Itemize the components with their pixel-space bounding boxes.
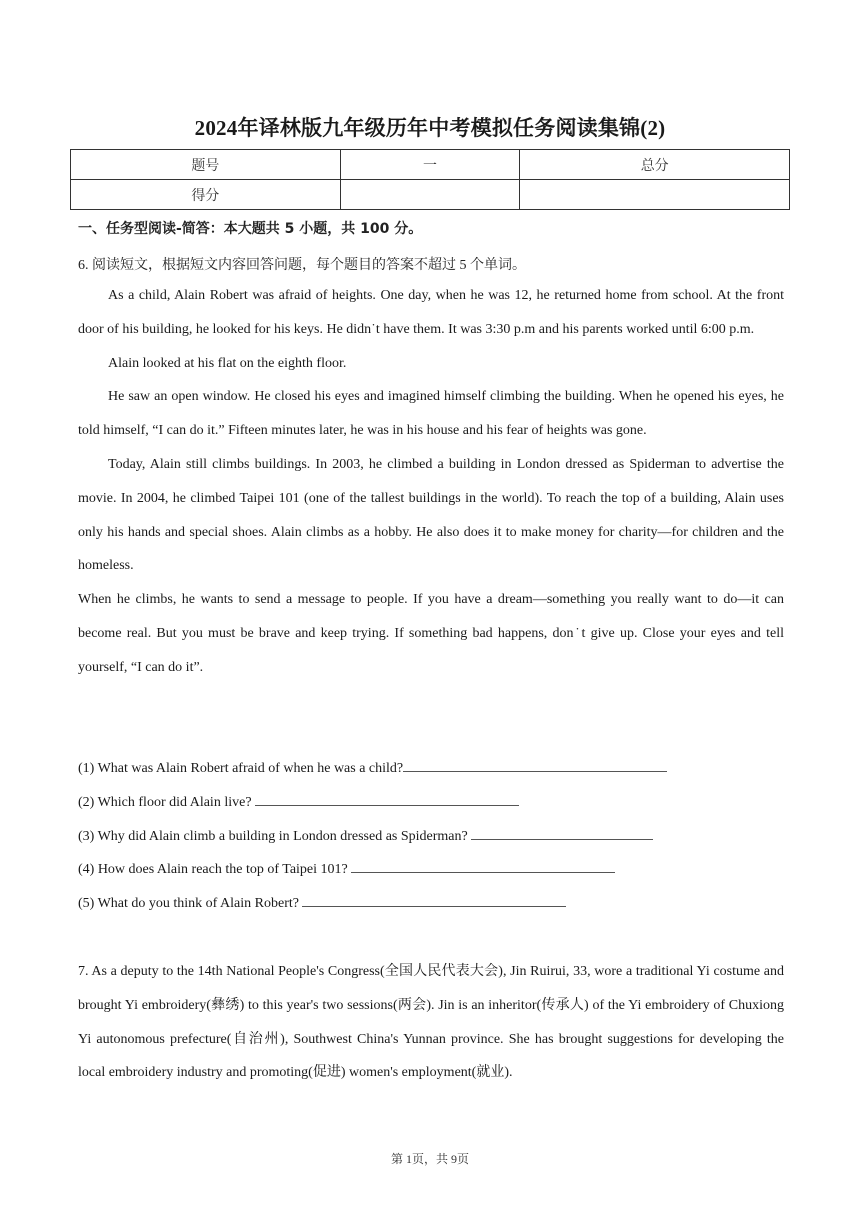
question-text: (1) What was Alain Robert afraid of when he was a child?: [78, 761, 404, 776]
answer-blank[interactable]: [255, 793, 519, 806]
q7-passage: 7. As a deputy to the 14th National People's Congress(全国人民代表大会), Jin Ruirui, 33, wore a traditional Yi costume and brought Yi embroidery(彝绣) to this year's two sessions(两会). Jin is an inheritor(传承人) of the Yi embroidery of Chuxiong Yi autonomous prefecture(自治州), Southwest China's Yunnan province. She has brought suggestions for developing the local embroidery industry and promoting(促进) women's employment(就业).: [78, 964, 784, 1081]
score-cell: [340, 180, 520, 210]
question-line: [78, 887, 667, 921]
score-table-header-row: [71, 150, 790, 180]
score-row-label: 得分: [71, 180, 341, 210]
section-heading: 一、任务型阅读-简答：本大题共 5 小题，共 100 分。: [78, 221, 423, 237]
question-line: [78, 853, 667, 887]
question-line: [78, 752, 667, 786]
score-table-header-cell: 一: [340, 150, 520, 180]
score-table-header-cell: 题号: [71, 150, 341, 180]
answer-blank[interactable]: [471, 827, 653, 840]
passage-paragraph: When he climbs, he wants to send a message to people. If you have a dream—something you really want to do—it can become real. But you must be brave and keep trying. If something bad happens, don˙t give up. Close your eyes and tell yourself, “I can do it”.: [78, 592, 784, 675]
document-title: 2024年译林版九年级历年中考模拟任务阅读集锦(2): [194, 116, 666, 140]
score-table-score-row: [71, 180, 790, 210]
answer-blank[interactable]: [302, 894, 566, 907]
total-score-cell: [520, 180, 790, 210]
passage-paragraph: As a child, Alain Robert was afraid of heights. One day, when he was 12, he returned home from school. At the front door of his building, he looked for his keys. He didn˙t have them. It was 3:30 p.m and his parents worked until 6:00 p.m.: [78, 288, 784, 337]
answer-blank[interactable]: [351, 860, 615, 873]
question-text: (3) Why did Alain climb a building in London dressed as Spiderman?: [78, 828, 472, 844]
score-table: [70, 149, 790, 210]
q6-instruction: 6. 阅读短文，根据短文内容回答问题，每个题目的答案不超过 5 个单词。: [78, 258, 526, 273]
passage-paragraph: He saw an open window. He closed his eyes and imagined himself climbing the building. When he opened his eyes, he told himself, “I can do it.” Fifteen minutes later, he was in his house and his fear of heights was gone.: [78, 389, 784, 439]
question-line: [78, 786, 667, 820]
score-table-header-cell: 总分: [520, 150, 790, 180]
passage-paragraph: Alain looked at his flat on the eighth floor.: [108, 355, 347, 371]
page-footer: 第 1页，共 9页: [390, 1152, 469, 1166]
passage-paragraph: Today, Alain still climbs buildings. In 2003, he climbed a building in London dressed as Spiderman to advertise the movie. In 2004, he climbed Taipei 101 (one of the tallest buildings in the world). To reach the top of a building, Alain uses only his hands and special shoes. Alain climbs as a hobby. He also does it to make money for charity—for children and the homeless.: [78, 456, 784, 574]
q6-questions: [78, 752, 667, 921]
question-text: (2) Which floor did Alain live?: [78, 794, 256, 810]
q6-passage: [78, 279, 784, 685]
answer-blank[interactable]: [403, 759, 667, 772]
question-text: (4) How does Alain reach the top of Taipei 101?: [78, 862, 352, 878]
question-text: (5) What do you think of Alain Robert?: [78, 896, 303, 912]
question-line: [78, 820, 667, 854]
